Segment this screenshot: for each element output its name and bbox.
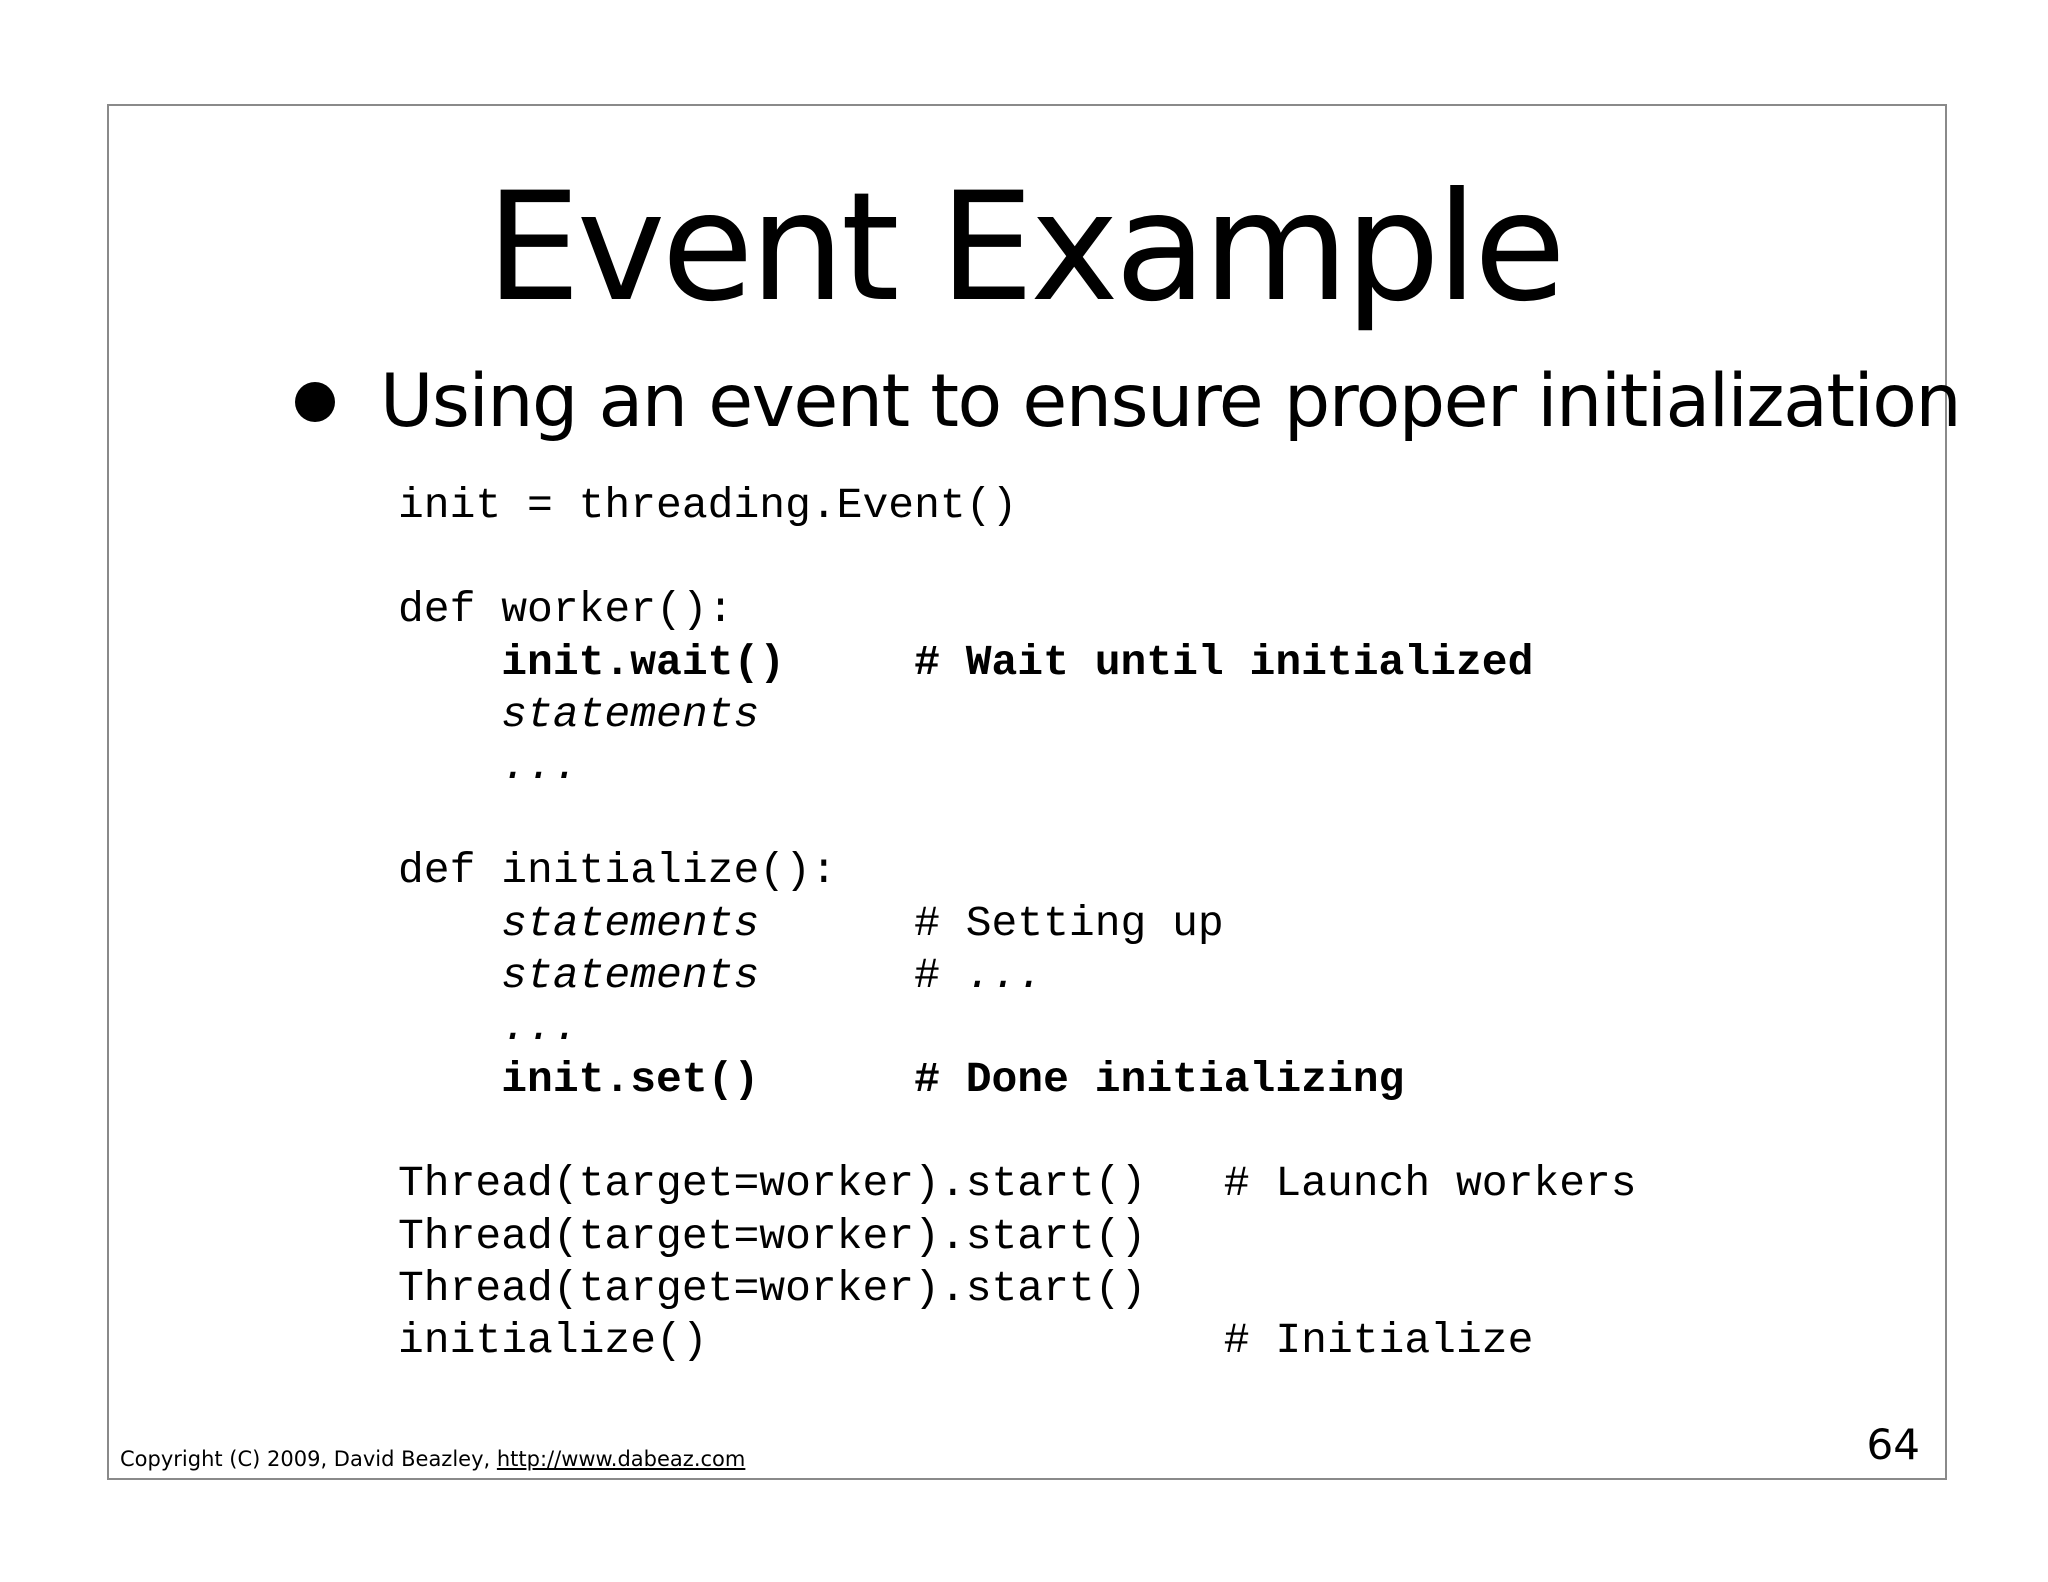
code-segment: init.set() # Done initializing: [501, 1055, 1405, 1105]
code-line: [398, 1106, 1637, 1158]
footer-copyright: Copyright (C) 2009, David Beazley,: [120, 1447, 497, 1471]
code-block: [398, 480, 1637, 1367]
code-segment: ...: [501, 1002, 579, 1052]
code-segment: [398, 899, 501, 948]
code-line: [398, 1211, 1637, 1263]
code-line: [398, 950, 1637, 1002]
code-segment: [398, 1107, 424, 1156]
code-segment: [398, 742, 501, 791]
code-segment: init.wait() # Wait until initialized: [501, 637, 1534, 687]
code-line: [398, 532, 1637, 584]
bullet-text: Using an event to ensure proper initialization: [380, 359, 1961, 444]
code-line: [398, 1263, 1637, 1315]
page-number: 64: [1866, 1420, 1920, 1469]
code-segment: ...: [501, 741, 579, 791]
code-segment: Thread(target=worker).start() # Launch workers: [398, 1159, 1637, 1209]
slide-title: Event Example: [485, 161, 1563, 335]
code-line: [398, 480, 1637, 532]
code-segment: ...: [965, 950, 1044, 1000]
code-line: [398, 1315, 1637, 1367]
code-segment: initialize() # Initialize: [398, 1316, 1534, 1365]
code-line: [398, 689, 1637, 741]
code-segment: statements: [501, 950, 760, 1000]
bullet-icon: [295, 382, 335, 422]
code-segment: def worker():: [398, 585, 734, 635]
code-segment: def initialize():: [398, 846, 837, 896]
code-line: [398, 898, 1637, 950]
code-segment: #: [759, 950, 966, 1000]
code-segment: [398, 794, 424, 843]
code-segment: Thread(target=worker).start(): [398, 1263, 1147, 1313]
code-line: [398, 1054, 1637, 1106]
code-segment: [398, 1055, 501, 1104]
code-line: [398, 845, 1637, 897]
code-segment: [398, 690, 501, 739]
code-line: [398, 584, 1637, 636]
code-line: [398, 741, 1637, 793]
code-line: [398, 1002, 1637, 1054]
code-line: [398, 793, 1637, 845]
code-segment: init = threading.Event(): [398, 481, 1018, 530]
code-segment: [398, 533, 424, 582]
code-segment: Thread(target=worker).start(): [398, 1211, 1147, 1261]
code-segment: statements: [501, 689, 760, 739]
footer-link[interactable]: http://www.dabeaz.com: [496, 1447, 746, 1471]
code-segment: [398, 1003, 501, 1052]
code-line: [398, 1158, 1637, 1210]
code-segment: # Setting up: [759, 898, 1224, 948]
code-segment: [398, 638, 501, 687]
footer: [120, 1446, 745, 1472]
code-segment: [398, 951, 501, 1000]
code-segment: statements: [501, 898, 760, 948]
code-line: [398, 637, 1637, 689]
